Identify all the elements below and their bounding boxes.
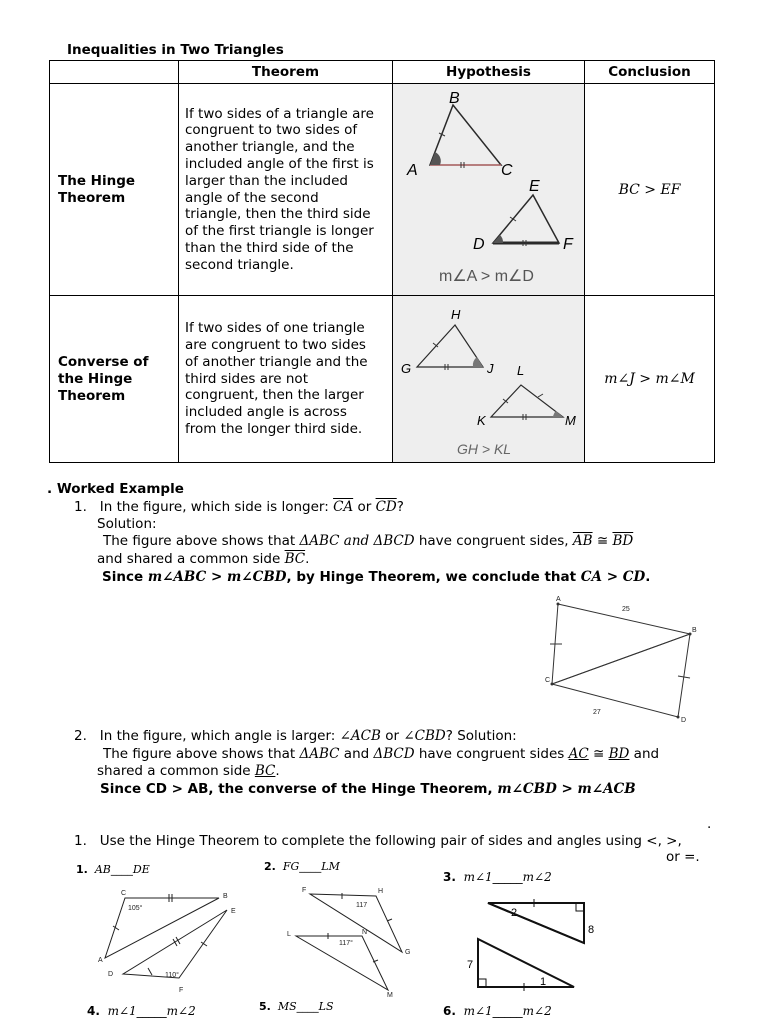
problem-2-figure bbox=[284, 880, 424, 998]
hinge-caption: m∠A > m∠D bbox=[439, 267, 534, 285]
ex1-solution-label: Solution: bbox=[97, 516, 157, 532]
converse-caption: GH > KL bbox=[457, 440, 512, 457]
fig-label-a: A bbox=[556, 596, 561, 603]
ex2-conclusion: Since CD > AB, the converse of the Hinge Theorem, m∠CBD > m∠ACB bbox=[100, 781, 636, 797]
stray-dot: . bbox=[707, 816, 712, 832]
row-label-hinge: The Hinge Theorem bbox=[50, 84, 179, 296]
label-h: H bbox=[451, 306, 461, 322]
exercise-instruction: 1. Use the Hinge Theorem to complete the following pair of sides and angles using <, >, bbox=[74, 833, 682, 849]
label-a: A bbox=[407, 161, 418, 179]
fig-label-d: D bbox=[681, 717, 687, 724]
p1-angle-105: 105° bbox=[128, 905, 143, 912]
p1-label-b: B bbox=[223, 893, 228, 900]
problem-2-label: 2. FG____LM bbox=[264, 860, 340, 873]
hinge-triangles-figure bbox=[393, 85, 583, 295]
table-header-row bbox=[50, 61, 715, 84]
theorem-text-hinge: If two sides of a triangle are congruent to two sides of another triangle, and the included angle of the first is larger than the included angle of the second triangle, then the third side of the first triangle is longer than the third side of the second triangle. bbox=[179, 84, 393, 296]
p3-side-8: 8 bbox=[588, 924, 595, 936]
problem-5-label: 5. MS____LS bbox=[259, 1000, 334, 1013]
p1-label-f: F bbox=[179, 987, 184, 994]
label-m: M bbox=[565, 412, 576, 428]
problem-3-label: 3. m∠1_____m∠2 bbox=[443, 870, 552, 884]
label-g: G bbox=[401, 360, 412, 376]
label-d: D bbox=[473, 235, 485, 253]
p3-angle-2: 2 bbox=[511, 907, 518, 919]
label-j: J bbox=[487, 360, 494, 376]
hypothesis-figure-hinge bbox=[393, 84, 585, 296]
problem-1-figure bbox=[95, 882, 255, 1000]
p1-angle-110: 110° bbox=[165, 972, 179, 979]
problem-1-label: 1. AB____DE bbox=[76, 863, 150, 876]
label-k: K bbox=[477, 412, 486, 428]
ex1-question: 1. In the figure, which side is longer: $\overline{CA}$ or $\overline{CD}$? bbox=[74, 499, 404, 515]
worked-example-figure bbox=[540, 592, 705, 727]
table-row-converse bbox=[50, 296, 715, 463]
theorem-text-converse: If two sides of one triangle are congruent to two sides of another triangle and the third sides are not congruent, then the larger included angle is across from the longer third side. bbox=[179, 296, 393, 463]
hypothesis-figure-converse bbox=[393, 296, 585, 463]
p3-side-7: 7 bbox=[467, 959, 474, 971]
fig-label-25: 25 bbox=[622, 606, 630, 613]
converse-triangles-figure bbox=[393, 297, 583, 462]
worked-example-heading: . Worked Example bbox=[47, 481, 184, 497]
problem-6-label: 6. m∠1_____m∠2 bbox=[443, 1004, 552, 1018]
fig-label-27: 27 bbox=[593, 709, 601, 716]
header-conclusion: Conclusion bbox=[585, 61, 715, 84]
label-f: F bbox=[563, 235, 573, 253]
label-e: E bbox=[529, 177, 540, 195]
p2-label-g: G bbox=[405, 949, 411, 956]
problem-3-figure bbox=[460, 895, 600, 995]
p1-label-e: E bbox=[231, 908, 236, 915]
label-b: B bbox=[449, 89, 460, 107]
p2-label-h: H bbox=[378, 888, 384, 895]
fig-label-c: C bbox=[545, 677, 551, 684]
p2-label-l: L bbox=[287, 931, 291, 938]
ex2-question: 2. In the figure, which angle is larger: ∠ACB or ∠CBD? Solution: bbox=[74, 728, 517, 744]
problem-4-label: 4. m∠1_____m∠2 bbox=[87, 1004, 196, 1018]
page-title: Inequalities in Two Triangles bbox=[67, 42, 284, 58]
ex1-line2: and shared a common side $\overline{BC}$. bbox=[97, 551, 310, 567]
p3-angle-1: 1 bbox=[540, 976, 547, 988]
table-row-hinge bbox=[50, 84, 715, 296]
p1-label-d: D bbox=[108, 971, 114, 978]
conclusion-hinge: BC > EF bbox=[585, 84, 715, 296]
ex1-line1: The figure above shows that ΔABC and ΔBCD have congruent sides, $\overline{AB}$ ≅ $\overline{BD}$ bbox=[103, 533, 634, 549]
p2-label-f: F bbox=[302, 887, 307, 894]
conclusion-converse: m∠J > m∠M bbox=[585, 296, 715, 463]
p2-label-m: M bbox=[387, 992, 393, 998]
ex2-line1: The figure above shows that ΔABC and ΔBCD have congruent sides AC ≅ BD and bbox=[103, 746, 660, 762]
p2-angle-117b: 117° bbox=[339, 940, 353, 947]
ex2-line2: shared a common side BC. bbox=[97, 763, 280, 779]
header-hypothesis: Hypothesis bbox=[393, 61, 585, 84]
p1-label-a: A bbox=[98, 957, 103, 964]
label-l: L bbox=[517, 362, 525, 378]
p1-label-c: C bbox=[121, 890, 127, 897]
header-blank bbox=[50, 61, 179, 84]
ex1-conclusion: Since m∠ABC > m∠CBD, by Hinge Theorem, we conclude that CA > CD. bbox=[102, 569, 651, 585]
row-label-converse: Converse of the Hinge Theorem bbox=[50, 296, 179, 463]
label-c: C bbox=[501, 161, 513, 179]
theorem-table bbox=[49, 60, 715, 463]
fig-label-b: B bbox=[692, 627, 697, 634]
p2-label-n: N bbox=[362, 929, 368, 936]
exercise-instruction-end: or =. bbox=[666, 849, 700, 865]
p2-angle-117a: 117 bbox=[356, 902, 368, 909]
header-theorem: Theorem bbox=[179, 61, 393, 84]
